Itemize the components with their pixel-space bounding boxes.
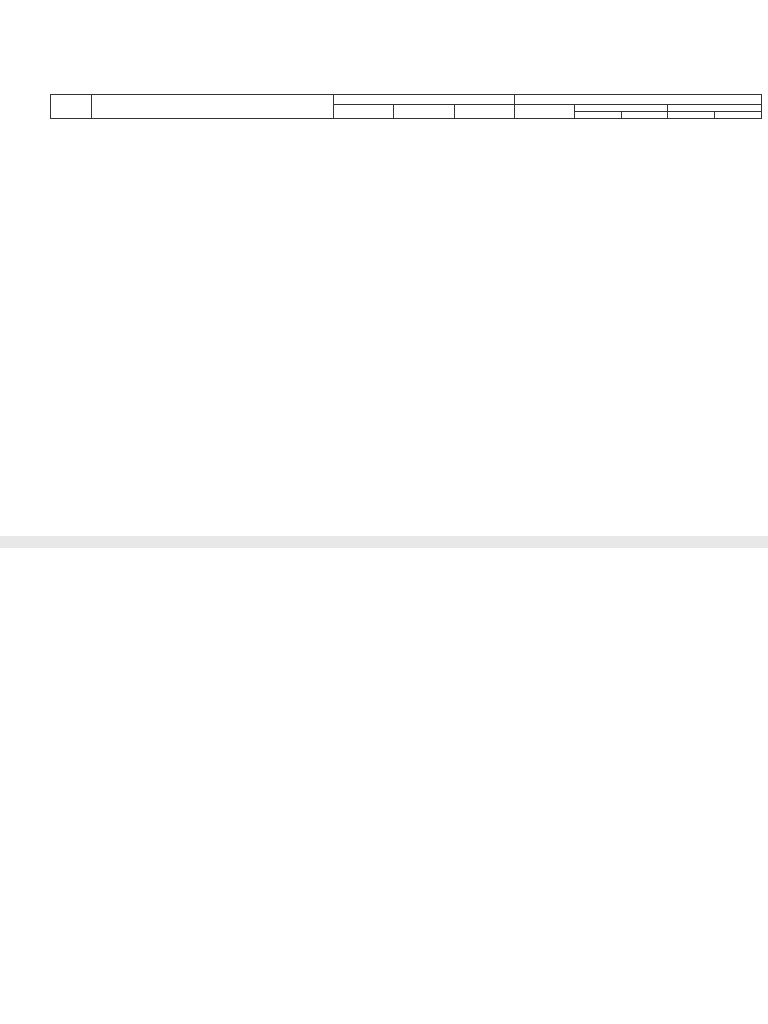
header-sanciones [333,95,515,105]
header-rer [394,105,455,119]
header-rgeneral [333,105,394,119]
header-descripcion [92,95,333,119]
header-rus [454,105,515,119]
header-sin-pago [668,112,715,119]
header-gradualidad [515,95,762,105]
header-criterio [515,105,575,119]
sanctions-table-page-1 [50,94,762,119]
header-sin-pago [574,112,621,119]
header-con-pago [621,112,668,119]
document-page-2 [0,548,768,1024]
header-inducida [668,105,762,112]
header-voluntaria [574,105,668,112]
header-con-pago [715,112,762,119]
header-codigo [51,95,92,119]
